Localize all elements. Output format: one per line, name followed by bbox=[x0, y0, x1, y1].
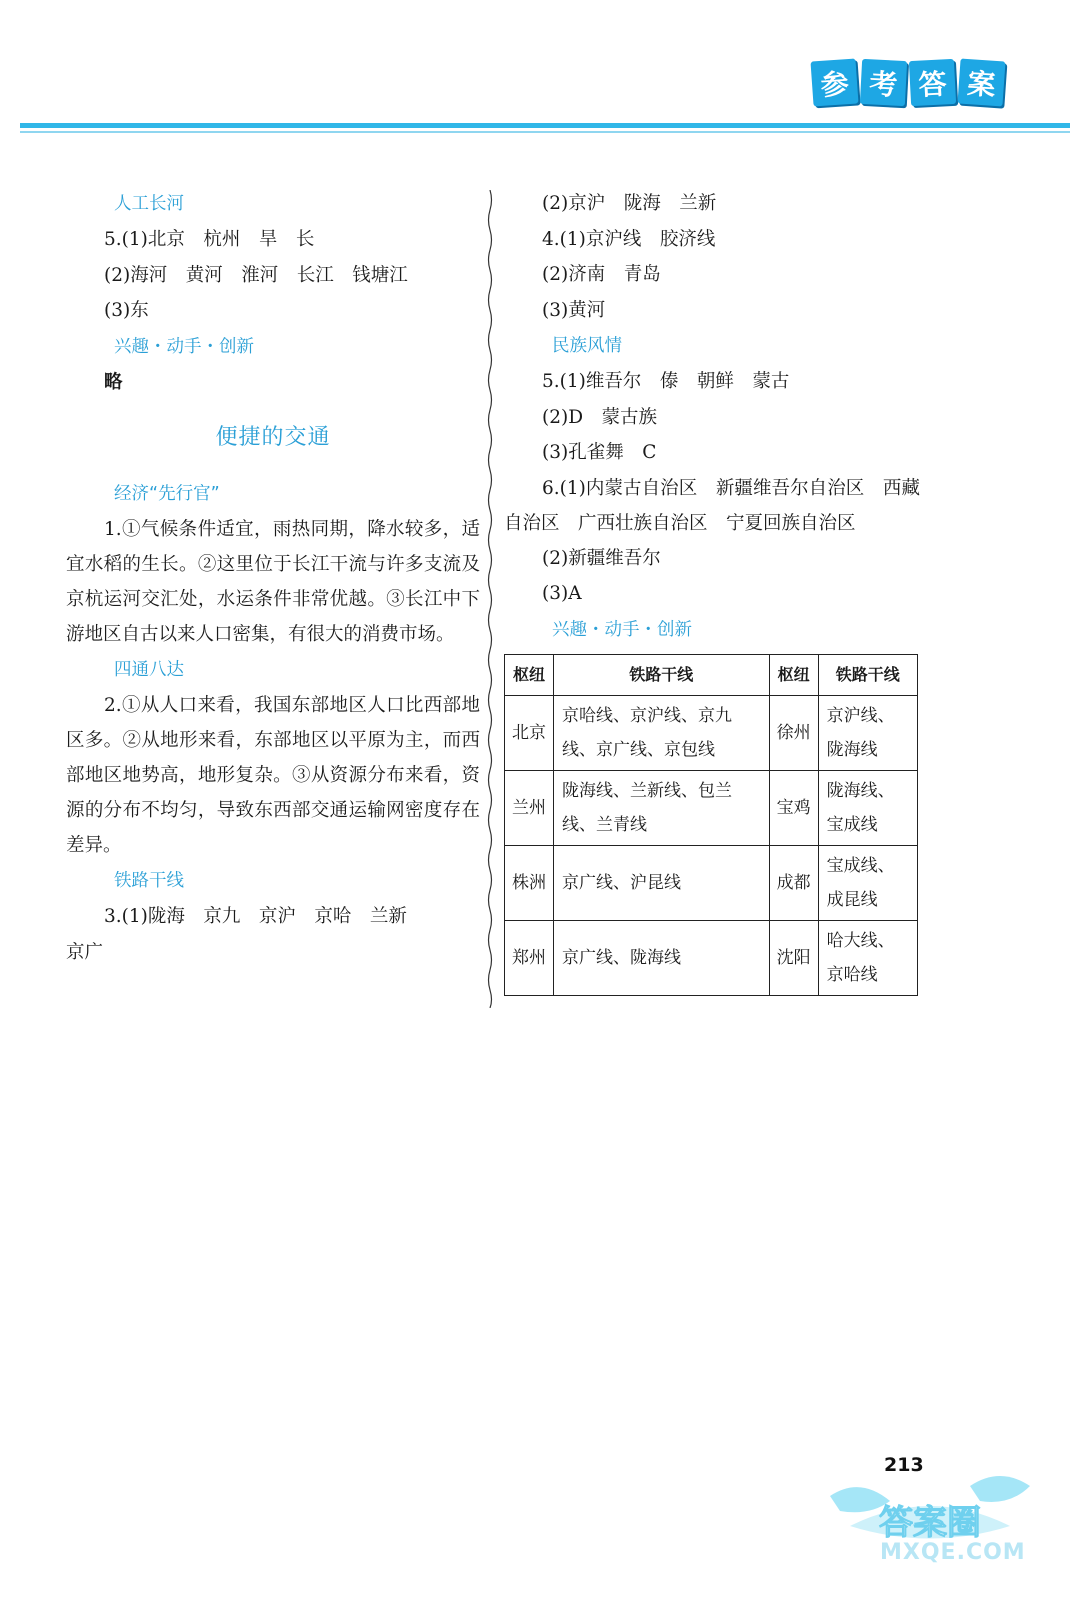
table-row bbox=[505, 770, 918, 845]
answer-paragraph-text: 2.①从人口来看，我国东部地区人口比西部地区多。②从地形来看，东部地区以平原为主，而西部地区地势高，地形复杂。③从资源分布来看，资源的分布不均匀，导致东西部交通运输网密度存在差异。 bbox=[66, 695, 480, 856]
header-rule bbox=[20, 123, 1070, 128]
lines-cell: 陇海线、宝成线 bbox=[818, 770, 917, 845]
heading-jingji: 经济“先行官” bbox=[114, 484, 220, 504]
hub-cell: 株洲 bbox=[505, 845, 554, 920]
hub-cell: 沈阳 bbox=[769, 920, 818, 995]
hub-cell: 兰州 bbox=[505, 770, 554, 845]
answer-line: (3)黄河 bbox=[542, 299, 606, 321]
railway-hub-table bbox=[504, 654, 918, 996]
watermark-text: MXQE.COM bbox=[880, 1540, 1026, 1565]
answer-line: (3)东 bbox=[104, 300, 149, 321]
table-header-cell: 铁路干线 bbox=[818, 654, 917, 695]
lines-cell: 宝成线、成昆线 bbox=[818, 845, 917, 920]
table-row bbox=[505, 695, 918, 770]
column-divider bbox=[486, 190, 494, 1008]
page-number: 213 bbox=[884, 1454, 924, 1476]
lines-cell: 京沪线、陇海线 bbox=[818, 695, 917, 770]
hub-cell: 成都 bbox=[769, 845, 818, 920]
header-title-tiles bbox=[812, 60, 1004, 105]
header-tile: 案 bbox=[957, 58, 1005, 106]
answer-line: (3)孔雀舞 C bbox=[542, 442, 657, 463]
hub-cell: 宝鸡 bbox=[769, 770, 818, 845]
answer-paragraph bbox=[66, 688, 480, 863]
answer-line: (2)D 蒙古族 bbox=[542, 406, 658, 428]
header-rule-thin bbox=[20, 131, 1070, 133]
table-header-row bbox=[505, 654, 918, 695]
heading-xingqu: 兴趣・动手・创新 bbox=[114, 336, 254, 357]
hub-cell: 北京 bbox=[505, 695, 554, 770]
heading-sitong-bada: 四通八达 bbox=[114, 660, 184, 680]
answer-line: (2)京沪 陇海 兰新 bbox=[542, 193, 717, 214]
answer-line: (2)海河 黄河 淮河 长江 钱塘江 bbox=[104, 264, 408, 286]
header-tile: 考 bbox=[860, 59, 907, 106]
lines-cell: 京哈线、京沪线、京九线、京广线、京包线 bbox=[554, 695, 770, 770]
header-tile: 参 bbox=[810, 58, 858, 106]
answer-line: 3.(1)陇海 京九 京沪 京哈 兰新 bbox=[104, 906, 407, 927]
hub-cell: 郑州 bbox=[505, 920, 554, 995]
table-header-cell: 铁路干线 bbox=[554, 654, 770, 695]
answer-line: (2)济南 青岛 bbox=[542, 264, 661, 285]
answer-line: 京广 bbox=[66, 941, 104, 963]
heading-tielu-ganxian: 铁路干线 bbox=[114, 871, 184, 891]
heading-xingqu-2: 兴趣・动手・创新 bbox=[552, 619, 692, 640]
left-column bbox=[66, 186, 480, 970]
answer-line: (3)A bbox=[542, 583, 582, 604]
table-header-cell: 枢纽 bbox=[769, 654, 818, 695]
table-row bbox=[505, 920, 918, 995]
answer-line: 5.(1)北京 杭州 旱 长 bbox=[104, 229, 315, 250]
answer-paragraph bbox=[504, 471, 920, 541]
section-title: 便捷的交通 bbox=[215, 425, 331, 450]
answer-line: (2)新疆维吾尔 bbox=[542, 547, 661, 569]
hub-cell: 徐州 bbox=[769, 695, 818, 770]
answer-line: 4.(1)京沪线 胶济线 bbox=[542, 228, 716, 250]
heading-minzu-fengqing: 民族风情 bbox=[552, 336, 622, 356]
answer-paragraph bbox=[66, 512, 480, 652]
logo-text: 答案圈 bbox=[879, 1503, 981, 1543]
lines-cell: 哈大线、京哈线 bbox=[818, 920, 917, 995]
answer-line: 略 bbox=[104, 371, 123, 393]
answer-paragraph-text: 1.①气候条件适宜，雨热同期，降水较多，适宜水稻的生长。②这里位于长江干流与许多支流及京杭运河交汇处，水运条件非常优越。③长江中下游地区自古以来人口密集，有很大的消费市场。 bbox=[66, 519, 480, 645]
lines-cell: 京广线、陇海线 bbox=[554, 920, 770, 995]
table-header-cell: 枢纽 bbox=[505, 654, 554, 695]
answer-line: 5.(1)维吾尔 傣 朝鲜 蒙古 bbox=[542, 371, 790, 392]
right-column bbox=[504, 186, 920, 996]
lines-cell: 陇海线、兰新线、包兰线、兰青线 bbox=[554, 770, 770, 845]
lines-cell: 京广线、沪昆线 bbox=[554, 845, 770, 920]
header-tile: 答 bbox=[909, 59, 956, 106]
table-row bbox=[505, 845, 918, 920]
answer-paragraph-text: 6.(1)内蒙古自治区 新疆维吾尔自治区 西藏自治区 广西壮族自治区 宁夏回族自治区 bbox=[504, 477, 920, 534]
heading-rengong-changhe: 人工长河 bbox=[114, 194, 184, 214]
